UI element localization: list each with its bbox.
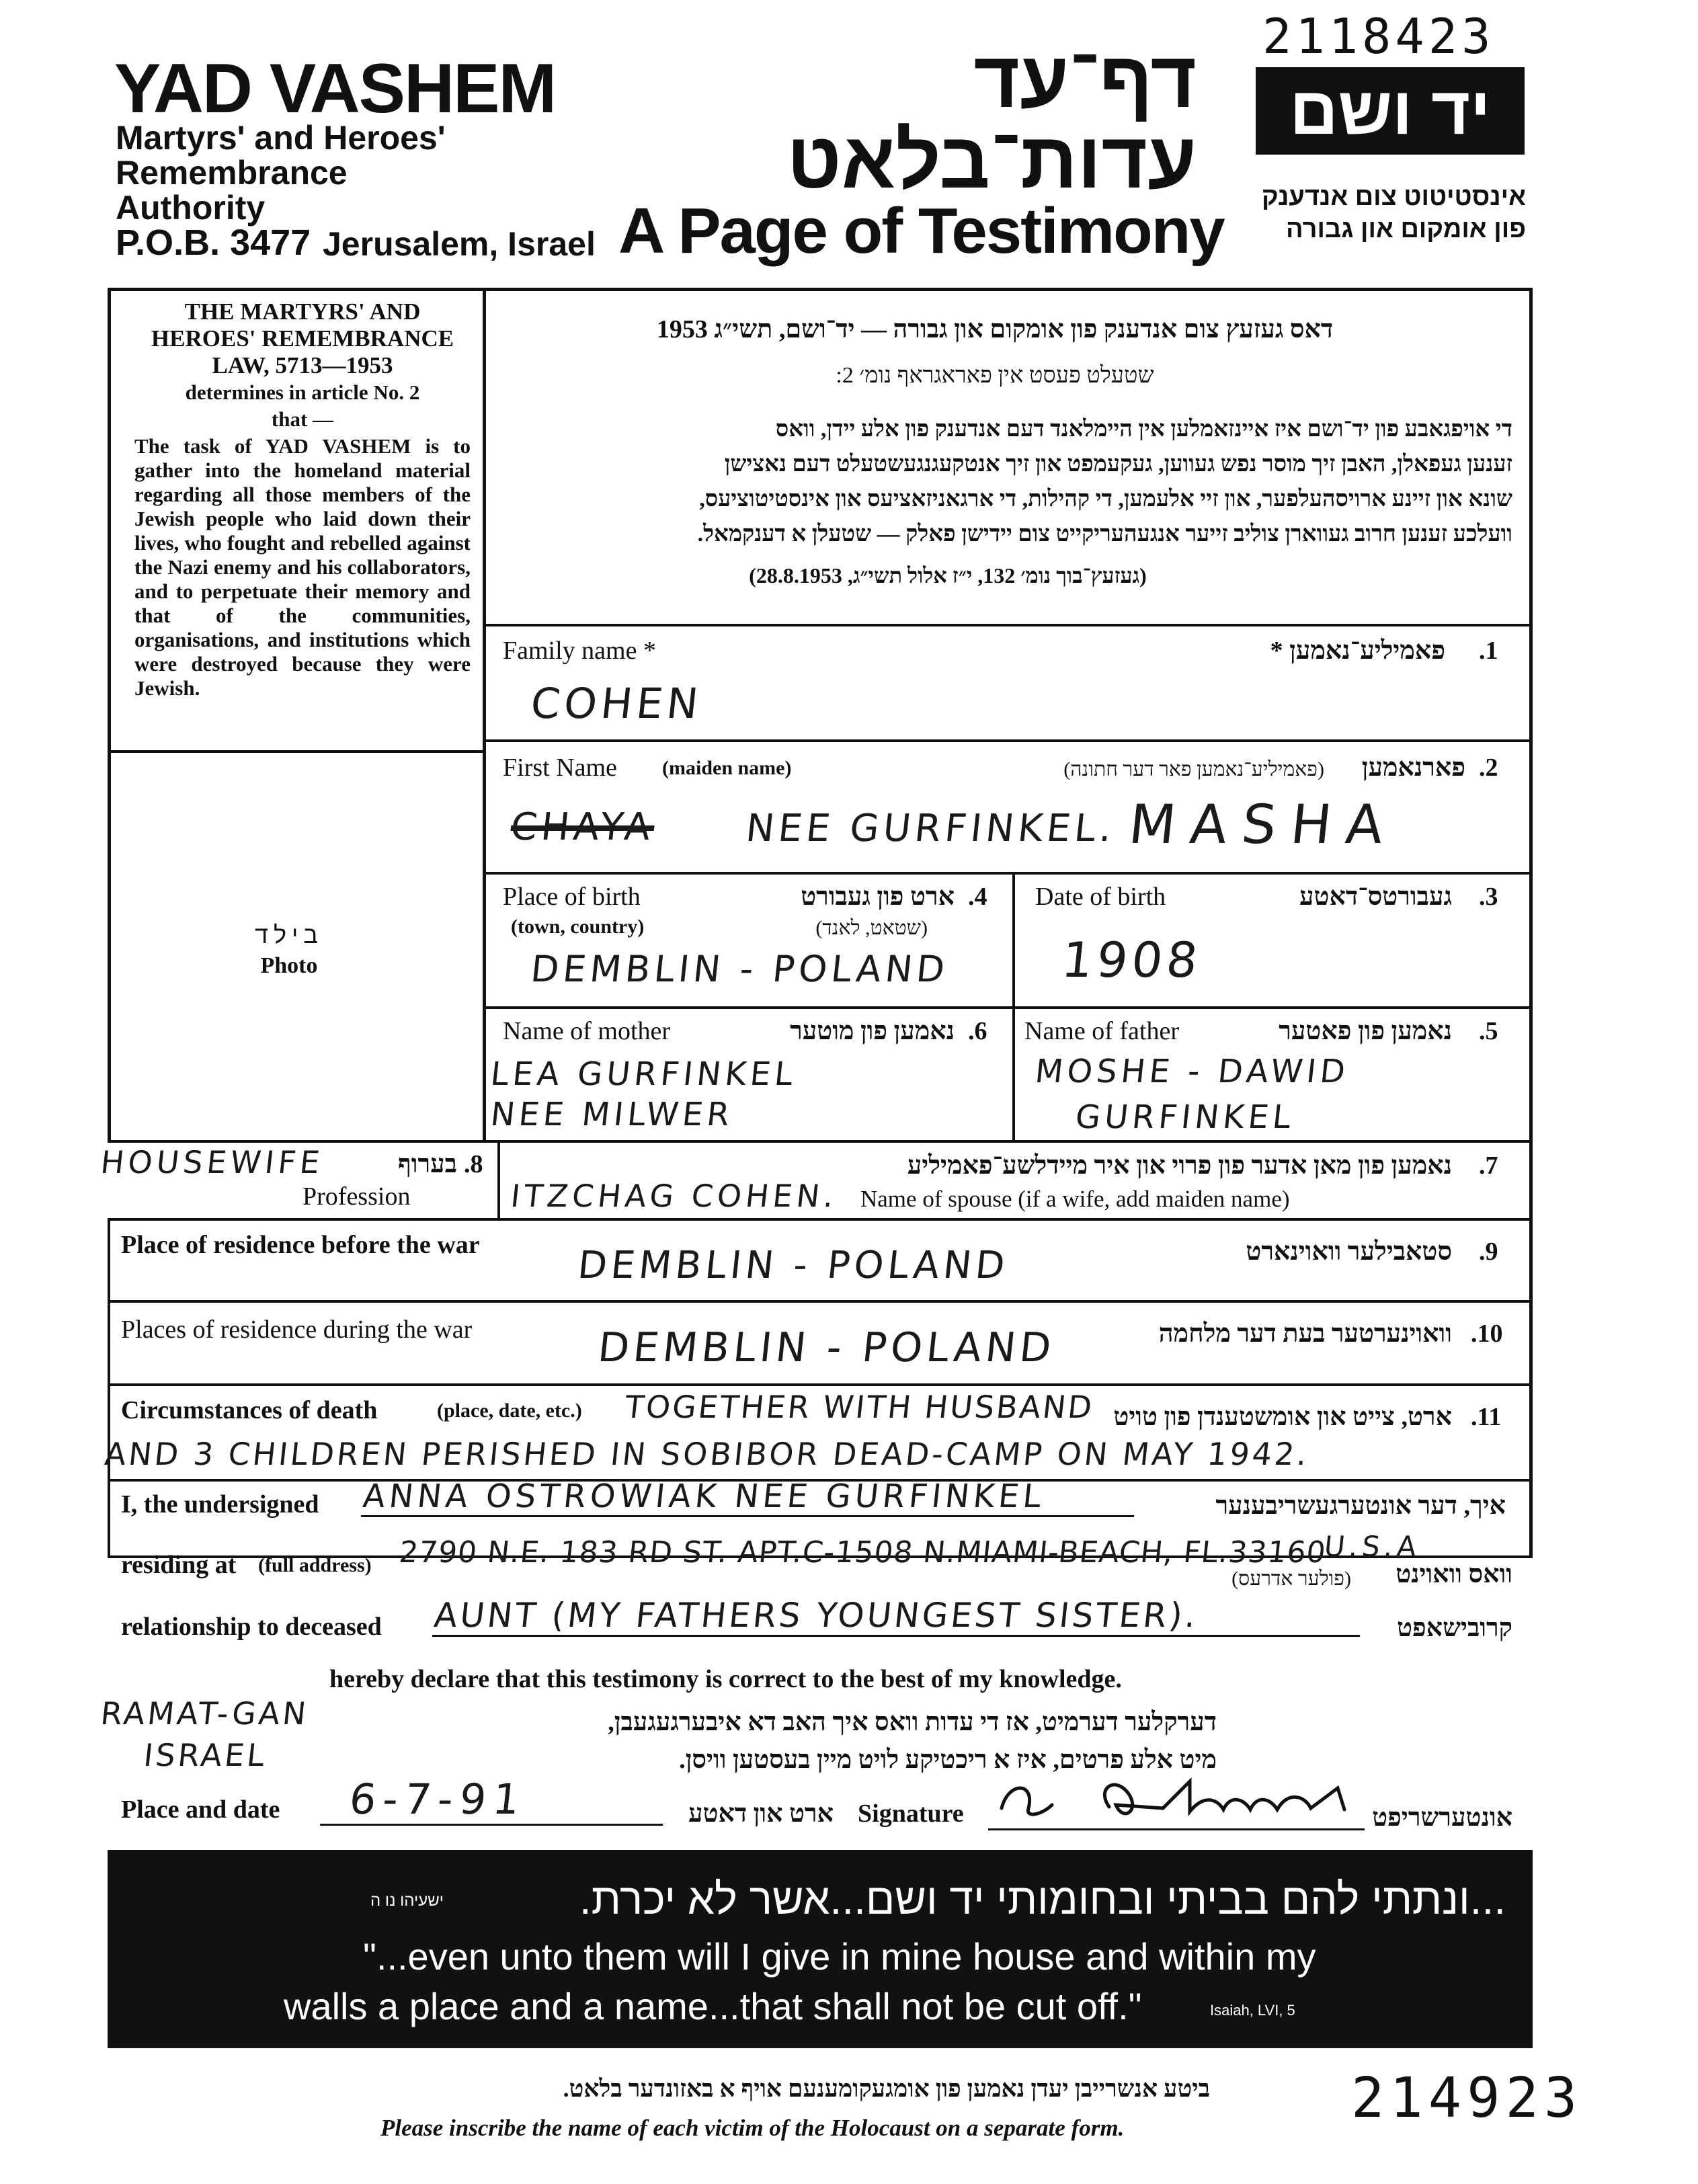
relationship-value[interactable]: AUNT (MY FATHERS YOUNGEST SISTER). — [432, 1596, 1364, 1637]
banner-hebrew-ref: ישעיהו נו ה — [370, 1892, 444, 1910]
profession-value[interactable]: HOUSEWIFE — [99, 1144, 326, 1180]
residence-before-number: .9 — [1479, 1238, 1498, 1266]
serial-number-bottom: 214923 — [1351, 2066, 1583, 2130]
place-date-value[interactable]: 6-7-91 — [320, 1775, 668, 1826]
org-line-3: Authority — [116, 189, 266, 227]
relationship-label: relationship to deceased — [121, 1613, 382, 1641]
spouse-value[interactable]: ITZCHAG COHEN. — [509, 1178, 840, 1214]
yiddish-intro-1: דאס געזעץ צום אנדענק פון אומקום און גבורה — יד־ושם, תשי״ג 1953 — [656, 315, 1334, 343]
law-article: determines in article No. 2 — [185, 380, 420, 404]
signature-scribble — [988, 1768, 1365, 1828]
logo-caption-2: פון אומקום און גבורה — [1286, 215, 1526, 243]
law-title-2: HEROES' REMEMBRANCE — [151, 325, 454, 352]
place-of-birth-hebrew-sub: (שטאט, לאנד) — [815, 917, 928, 939]
logo-text: יד ושם — [1289, 73, 1491, 149]
circumstances-label: Circumstances of death — [121, 1396, 378, 1424]
first-name-label: First Name — [503, 754, 617, 782]
hebrew-declare-2: מיט אלע פרטים, איז א ריכטיקע לויט מיין בעסטען וויסן. — [679, 1746, 1217, 1774]
org-city: Jerusalem, Israel — [323, 225, 596, 263]
circumstances-number: .11 — [1471, 1403, 1502, 1431]
spouse-hebrew: נאמען פון מאן אדער פון פרוי און איר מיידלשע־פאמיליע — [907, 1151, 1452, 1180]
yiddish-intro-4: זענען געפאלן, האבן זיך מוסר נפש געווען, געקעמפט און זיך אנטקעגנגעשטעלט דעם נאצישן — [724, 452, 1512, 477]
residing-hebrew-sub: (פולער אדרעס) — [1231, 1568, 1351, 1590]
place-handwritten-2[interactable]: ISRAEL — [142, 1737, 269, 1773]
residence-during-hebrew: וואוינערטער בעת דער מלחמה — [1158, 1320, 1452, 1348]
yiddish-intro-7: (געזעץ־בוך נומ׳ 132, י״ז אלול תשי״ג, 28.8.1953) — [749, 563, 1147, 588]
mother-number: .6 — [968, 1017, 987, 1045]
place-of-birth-number: .4 — [968, 883, 987, 911]
family-name-number: .1 — [1479, 637, 1498, 665]
residing-label: residing at — [121, 1551, 237, 1579]
family-name-value[interactable]: COHEN — [528, 679, 705, 728]
scripture-banner — [108, 1850, 1533, 2048]
place-date-label: Place and date — [121, 1795, 280, 1824]
family-name-label: Family name * — [503, 637, 656, 665]
law-title-3: LAW, 5713—1953 — [212, 352, 393, 378]
residence-before-value[interactable]: DEMBLIN - POLAND — [575, 1244, 1011, 1287]
father-hebrew: נאמען פון פאטער — [1279, 1017, 1452, 1045]
profession-label: Profession — [302, 1182, 411, 1211]
place-of-birth-label: Place of birth — [503, 883, 641, 911]
residing-value[interactable]: 2790 N.E. 183 RD ST. APT.C-1508 N.MIAMI-BEACH, FL.33160 — [397, 1535, 1328, 1570]
date-of-birth-value[interactable]: 1908 — [1059, 932, 1205, 988]
undersigned-value[interactable]: ANNA OSTROWIAK NEE GURFINKEL — [361, 1478, 1138, 1517]
signature-field[interactable] — [988, 1768, 1365, 1830]
profession-hebrew: בערוף — [398, 1150, 457, 1178]
yiddish-intro-5: שונא און זיינע ארויסהעלפער, און זיי אלעמען, די קהילות, די ארגאניזאציעס און אינסטיטוציעס, — [699, 487, 1512, 512]
place-date-hebrew: ארט און דאטע — [688, 1799, 834, 1828]
yiddish-intro-3: די אויפגאבע פון יד־ושם איז איינזאמלען אין היימלאנד דעם אנדענק פון אלע יידן, וואס — [775, 417, 1512, 442]
mother-label: Name of mother — [503, 1017, 671, 1045]
residence-before-hebrew: סטאבילער וואוינארט — [1246, 1238, 1452, 1266]
org-pob: P.O.B. 3477 — [116, 223, 311, 263]
father-number: .5 — [1479, 1017, 1498, 1045]
family-name-hebrew: פאמיליע־נאמען * — [1270, 637, 1445, 665]
undersigned-hebrew: איך, דער אונטערגעשריבענער — [1215, 1492, 1506, 1520]
banner-english-2: walls a place and a name...that shall not be cut off." — [284, 1985, 1142, 2027]
photo-label: Photo — [260, 953, 318, 978]
residence-before-label: Place of residence before the war — [121, 1231, 480, 1259]
law-title-1: THE MARTYRS' AND — [184, 298, 421, 325]
first-name-value[interactable]: NEE GURFINKEL. — [743, 807, 1118, 850]
org-line-1: Martyrs' and Heroes' — [116, 119, 446, 157]
first-name-value-2[interactable]: MASHA — [1126, 793, 1402, 856]
yiddish-intro-6: וועלכע זענען חרוב געווארן צוליב זייער אנגעהעריקייט צום יידישן פאלק — שטעלן א דענקמאל. — [697, 522, 1512, 547]
footer-yiddish-note: ביטע אנשרייבן יעדן נאמען פון אומגעקומענעם אויף א באזונדער בלאט. — [563, 2075, 1210, 2102]
banner-english-1: "...even unto them will I give in mine house and within my — [363, 1935, 1316, 1978]
father-value-2[interactable]: GURFINKEL — [1074, 1098, 1297, 1136]
father-label: Name of father — [1024, 1017, 1179, 1045]
residing-country[interactable]: U.S.A — [1322, 1530, 1422, 1563]
first-name-struck: CHAYA — [508, 805, 657, 849]
circumstances-value[interactable]: TOGETHER WITH HUSBAND — [623, 1389, 1096, 1425]
first-name-sub: (maiden name) — [662, 757, 792, 779]
banner-hebrew: ...ונתתי להם בביתי ובחומותי יד ושם...אשר לא יכרת. — [579, 1875, 1506, 1923]
place-handwritten-1[interactable]: RAMAT-GAN — [99, 1695, 311, 1732]
law-body: The task of YAD VASHEM is to gather into the homeland material regarding all those members of the Jewish people who laid down their lives, who fought and rebelled against the Nazi enemy and his collaborators, and to perpetuate their memory and that of the communities, organisations, and institutions which were destroyed because they were Jewish. — [134, 434, 471, 700]
circumstances-sub: (place, date, etc.) — [437, 1400, 582, 1422]
page-title: A Page of Testimony — [618, 195, 1224, 267]
org-line-2: Remembrance — [116, 154, 348, 192]
place-of-birth-sub: (town, country) — [511, 916, 645, 938]
date-of-birth-label: Date of birth — [1035, 883, 1166, 911]
logo-caption-1: אינסטיטוט צום אנדענק — [1261, 183, 1526, 211]
date-of-birth-number: .3 — [1479, 883, 1498, 911]
mother-hebrew: נאמען פון מוטער — [790, 1017, 955, 1045]
law-box — [134, 298, 471, 700]
declare-text: hereby declare that this testimony is correct to the best of my knowledge. — [329, 1665, 1122, 1693]
first-name-hebrew: פארנאמען — [1361, 754, 1465, 782]
residence-during-number: .10 — [1471, 1320, 1503, 1348]
yad-vashem-logo — [1256, 67, 1525, 155]
banner-english-ref: Isaiah, LVI, 5 — [1210, 2002, 1295, 2019]
profession-number: .8 — [464, 1150, 483, 1178]
footer-english-note: Please inscribe the name of each victim of the Holocaust on a separate form. — [380, 2115, 1125, 2141]
first-name-number: .2 — [1479, 754, 1498, 782]
photo-hebrew: בילד — [255, 921, 323, 948]
first-name-hebrew-sub: (פאמיליע־נאמען פאר דער חתונה) — [1063, 758, 1324, 780]
mother-value-2[interactable]: NEE MILWER — [489, 1096, 735, 1133]
spouse-number: .7 — [1479, 1151, 1498, 1180]
org-name: YAD VASHEM — [114, 50, 556, 128]
circumstances-value-2[interactable]: AND 3 CHILDREN PERISHED IN SOBIBOR DEAD-CAMP ON MAY 1942. — [103, 1436, 1311, 1472]
father-value[interactable]: MOSHE - DAWID — [1033, 1053, 1351, 1090]
residence-during-value[interactable]: DEMBLIN - POLAND — [596, 1324, 1057, 1371]
spouse-label: Name of spouse (if a wife, add maiden name) — [860, 1186, 1290, 1212]
undersigned-label: I, the undersigned — [121, 1490, 319, 1519]
date-of-birth-hebrew: געבורטס־דאטע — [1299, 883, 1452, 911]
residing-hebrew: וואס וואוינט — [1396, 1560, 1512, 1588]
place-of-birth-value[interactable]: DEMBLIN - POLAND — [528, 948, 951, 990]
residing-sub: (full address) — [258, 1554, 372, 1576]
serial-number-top: 2118423 — [1262, 8, 1495, 65]
law-that: that — — [271, 407, 334, 431]
hebrew-declare-1: דערקלער דערמיט, אז די עדות וואס איך האב דא איבערגעגעבן, — [608, 1708, 1217, 1736]
signature-hebrew: אונטערשריפט — [1372, 1804, 1512, 1832]
circumstances-hebrew: ארט, צייט און אומשטענדן פון טויט — [1113, 1403, 1452, 1431]
mother-value[interactable]: LEA GURFINKEL — [489, 1055, 799, 1093]
place-of-birth-hebrew: ארט פון געבורט — [801, 883, 955, 911]
relationship-hebrew: קרובישאפט — [1397, 1614, 1512, 1642]
yiddish-intro-2: שטעלט פעסט אין פאראגראף נומ׳ 2: — [836, 363, 1154, 388]
hebrew-title-1: דף־עד — [973, 36, 1197, 124]
signature-label: Signature — [858, 1799, 964, 1828]
hebrew-title-2: עדות־בלאט — [786, 116, 1197, 205]
residence-during-label: Places of residence during the war — [121, 1316, 473, 1344]
